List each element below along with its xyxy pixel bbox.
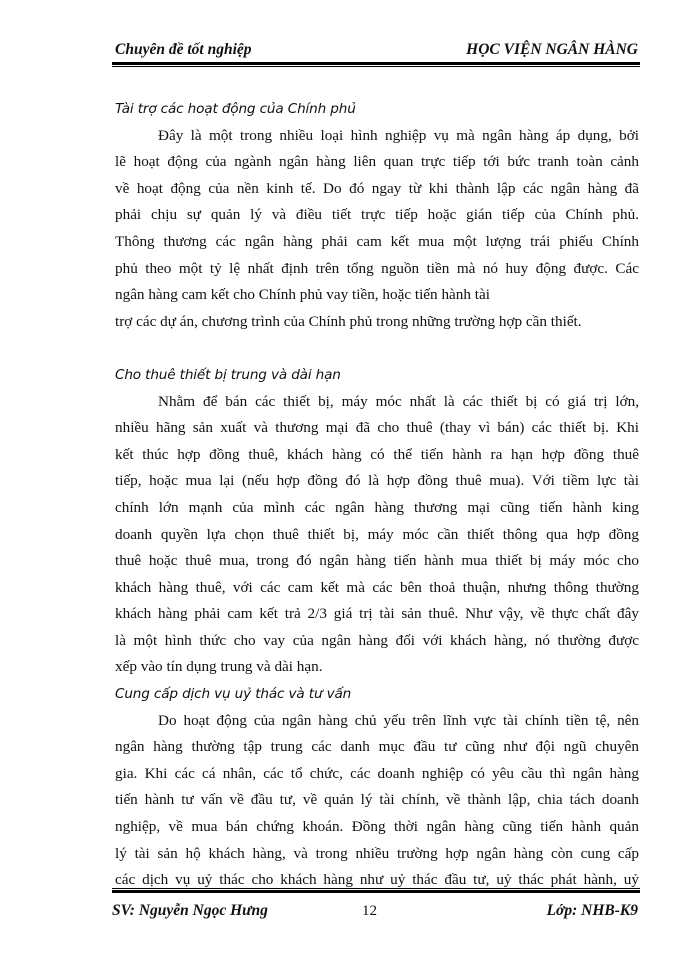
paragraph-line: các dịch vụ uỷ thác cho khách hàng như uỷ thác đầu tư, uỷ thác phát hành, uỷ xyxy=(115,871,639,889)
paragraph-line: phủ theo một tỷ lệ nhất định trên tổng nguồn tiền mà nó huy động được. Các xyxy=(115,259,639,277)
footer-rule-thick xyxy=(112,890,640,893)
paragraph-line: Nhằm để bán các thiết bị, máy móc nhất là các thiết bị có giá trị lớn, xyxy=(158,392,639,410)
page-body xyxy=(115,96,639,894)
paragraph-line: là một hình thức cho vay của ngân hàng đối với khách hàng, nó thường được xyxy=(115,631,639,649)
paragraph-line: ngân hàng cam kết cho Chính phủ vay tiền, hoặc tiến hành tài xyxy=(115,286,490,304)
paragraph-equipment-leasing xyxy=(115,389,639,682)
paragraph-line: gia. Khi các cá nhân, các tổ chức, các doanh nghiệp có yêu cầu thì ngân hàng xyxy=(115,764,639,782)
paragraph-trust-advisory xyxy=(115,708,639,894)
paragraph-line: kết thúc hợp đồng thuê, khách hàng có thể tiến hành ra hạn hợp đồng thuê xyxy=(115,445,639,463)
page-number: 12 xyxy=(362,903,377,919)
paragraph-line: Đây là một trong nhiều loại hình nghiệp vụ mà ngân hàng áp dụng, bởi xyxy=(158,126,639,144)
paragraph-line: nhiều hãng sản xuất và thương mại đã cho thuê (thay vì bán) các thiết bị. Khi xyxy=(115,419,639,437)
paragraph-line: Thông thương các ngân hàng phải cam kết mua một lượng trái phiếu Chính xyxy=(115,232,639,250)
paragraph-line: thuê hoặc thuê mua, trong đó ngân hàng tiến hành mua thiết bị máy móc cho xyxy=(115,552,639,570)
header-rule-thin xyxy=(112,66,640,67)
footer-rule-thin xyxy=(112,888,640,889)
section-heading-government-finance: Tài trợ các hoạt động của Chính phủ xyxy=(115,101,356,117)
paragraph-line: Do hoạt động của ngân hàng chủ yếu trên lĩnh vực tài chính tiền tệ, nên xyxy=(158,711,639,729)
paragraph-line: tiếp, hoặc mua lại (nếu hợp đồng đó là hợp đồng thuê mua). Với tiềm lực tài xyxy=(115,472,639,490)
paragraph-line: khách hàng thuê, với các cam kết mà các bên thoả thuận, nhưng thông thường xyxy=(115,578,639,596)
paragraph-line: lý tài sản hộ khách hàng, và trong nhiều trường hợp ngân hàng còn cung cấp xyxy=(115,844,639,862)
paragraph-line: ngân hàng thường tập trung các danh mục đầu tư cũng như đội ngũ chuyên xyxy=(115,738,639,756)
footer-student-name: SV: Nguyễn Ngọc Hưng xyxy=(112,902,268,919)
footer-class: Lớp: NHB-K9 xyxy=(546,902,638,919)
header-doc-type: Chuyên đề tốt nghiệp xyxy=(115,41,252,58)
section-heading-equipment-leasing: Cho thuê thiết bị trung và dài hạn xyxy=(115,366,341,383)
paragraph-line: trợ các dự án, chương trình của Chính phủ trong những trường hợp cần thiết. xyxy=(115,312,582,330)
section-spacer xyxy=(115,335,639,362)
header-institution: HỌC VIỆN NGÂN HÀNG xyxy=(466,41,638,58)
header-rule-thick xyxy=(112,62,640,65)
page-header xyxy=(112,38,638,64)
paragraph-line: doanh quyền lựa chọn thuê thiết bị, máy móc cần thiết thông qua hợp đồng xyxy=(115,525,639,543)
paragraph-line: phải chịu sự quản lý và điều tiết trực tiếp hoặc gián tiếp của Chính phủ. xyxy=(115,206,639,224)
paragraph-government-finance xyxy=(115,123,639,336)
section-heading-trust-advisory: Cung cấp dịch vụ uỷ thác và tư vấn xyxy=(115,686,352,703)
paragraph-line: nghiệp, về mua bán chứng khoán. Đồng thời ngân hàng cũng tiến hành quản xyxy=(115,818,639,836)
paragraph-line: chính lớn mạnh của mình các ngân hàng thương mại cũng tiến hành king xyxy=(115,498,639,516)
paragraph-line: lẽ hoạt động của ngành ngân hàng liên quan trực tiếp tới bức tranh toàn cảnh xyxy=(115,153,639,171)
paragraph-line: xếp vào tín dụng trung và dài hạn. xyxy=(115,658,323,676)
paragraph-line: về hoạt động của nền kinh tế. Do đó ngay từ khi thành lập các ngân hàng đã xyxy=(115,179,639,197)
paragraph-line: tiến hành tư vấn về đầu tư, về quản lý tài chính, về thành lập, chia tách doanh xyxy=(115,791,639,809)
page-footer xyxy=(112,897,638,921)
paragraph-line: khách hàng phải cam kết trả 2/3 giá trị tài sản thuê. Như vậy, về thực chất đây xyxy=(115,605,639,623)
